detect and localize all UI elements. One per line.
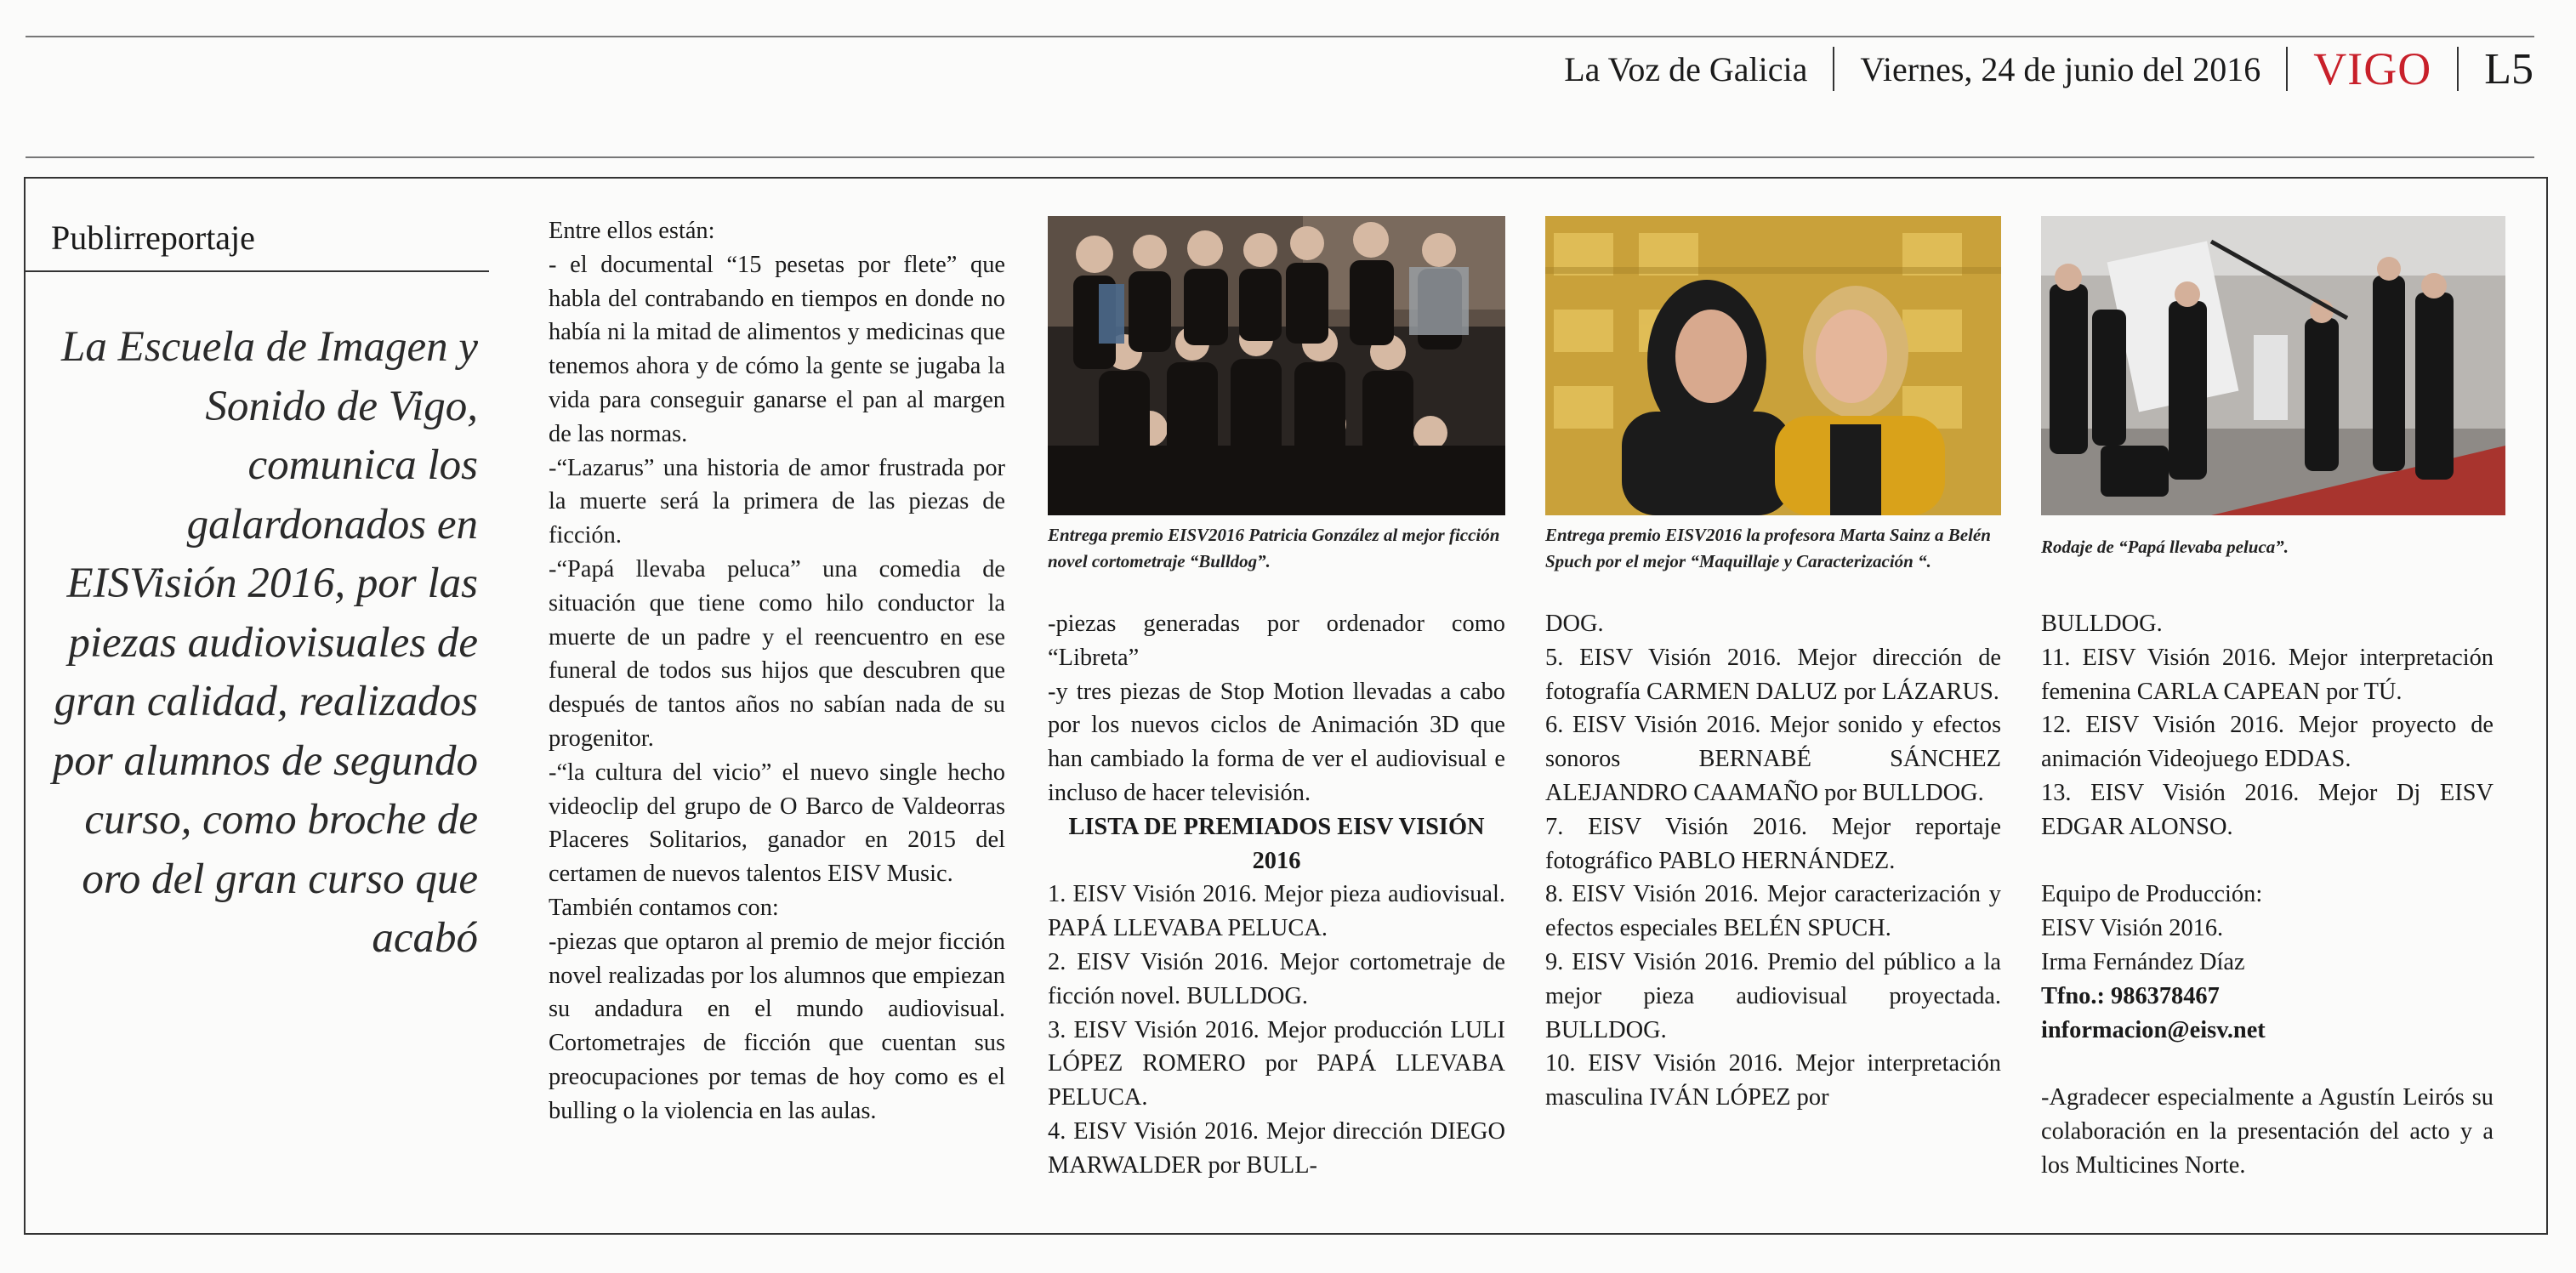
award-item: 10. EISV Visión 2016. Mejor interpretación masculina IVÁN LÓPEZ por	[1545, 1050, 2001, 1111]
spacer	[2041, 1047, 2494, 1081]
paragraph: -“Papá llevaba peluca” una comedia de situación que tiene como hilo conductor la muerte de un padre y el reencuentro en ese funeral de todos sus hijos que descubren que después de tantos años no sabían nada de su progenitor.	[549, 555, 1005, 752]
photo-caption: Entrega premio EISV2016 Patricia González al mejor ficción novel cortometraje “Bulldog”.	[1048, 525, 1500, 571]
production-title: Equipo de Producción:	[2041, 881, 2263, 908]
photo-makeup-award	[1545, 216, 2001, 515]
kicker: Publirreportaje	[51, 219, 255, 257]
award-item: 12. EISV Visión 2016. Mejor proyecto de animación Videojuego EDDAS.	[2041, 712, 2494, 773]
paragraph: - el documental “15 pesetas por flete” que habla del contrabando en tiempos en donde no había ni la mitad de alimentos y medicinas que tenemos ahora y de cómo la gente se jugaba la vida para conseguir ganarse el pan al margen de las normas.	[549, 251, 1005, 447]
production-phone	[2041, 980, 2494, 1014]
masthead-divider	[1833, 47, 1834, 91]
section-name: VIGO	[2313, 43, 2432, 94]
top-rule	[26, 36, 2534, 37]
award-item: 9. EISV Visión 2016. Premio del público a la mejor pieza audiovisual proyectada. BULLDOG.	[1545, 948, 2001, 1043]
masthead	[1564, 43, 2533, 95]
photo-caption: Rodaje de “Papá llevaba peluca”.	[2041, 537, 2289, 557]
award-item: 13. EISV Visión 2016. Mejor Dj EISV EDGAR ALONSO.	[2041, 779, 2494, 840]
masthead-divider	[2286, 47, 2288, 91]
lead-paragraph: La Escuela de Imagen y Sonido de Vigo, comunica los galardonados en EISVisión 2016, por las piezas audiovisuales de gran calidad, realizados por alumnos de segundo curso, como broche de oro del gran curso que acabó	[52, 323, 478, 962]
paragraph: Entre ellos están:	[549, 218, 715, 244]
paragraph: -“la cultura del vicio” el nuevo single hecho videoclip del grupo de O Barco de Valdeorras Placeres Solitarios, ganador en 2015 del certamen de nuevos talentos EISV Music.	[549, 759, 1005, 888]
paragraph: -“Lazarus” una historia de amor frustrada por la muerte será la primera de las piezas de ficción.	[549, 454, 1005, 549]
award-item: DOG.	[1545, 611, 1604, 637]
award-item: 11. EISV Visión 2016. Mejor interpretación femenina CARLA CAPEAN por TÚ.	[2041, 644, 2494, 705]
phone-number: 986378467	[2111, 982, 2220, 1009]
award-item: 1. EISV Visión 2016. Mejor pieza audiovisual. PAPÁ LLEVABA PELUCA.	[1048, 881, 1505, 942]
award-item: 5. EISV Visión 2016. Mejor dirección de fotografía CARMEN DALUZ por LÁZARUS.	[1545, 644, 2001, 705]
production-person: Irma Fernández Díaz	[2041, 948, 2245, 975]
award-item: BULLDOG.	[2041, 611, 2163, 637]
production-email	[2041, 1014, 2494, 1048]
paragraph: -y tres piezas de Stop Motion llevadas a cabo por los nuevos ciclos de Animación 3D que han cambiado la forma de ver el audiovisual e incluso de hacer televisión.	[1048, 678, 1505, 806]
text-column-3	[1545, 607, 2001, 1115]
photo-award-group	[1048, 216, 1505, 515]
award-item: 8. EISV Visión 2016. Mejor caracterización y efectos especiales BELÉN SPUCH.	[1545, 881, 2001, 942]
text-column-2	[1048, 607, 1505, 1183]
text-column-4	[2041, 607, 2494, 1183]
kicker-rule	[26, 270, 489, 272]
award-item: 6. EISV Visión 2016. Mejor sonido y efectos sonoros BERNABÉ SÁNCHEZ ALEJANDRO CAAMAÑO por BULLDOG.	[1545, 712, 2001, 806]
text-column-1	[549, 214, 1005, 1128]
masthead-divider	[2457, 47, 2459, 91]
photo-film-shoot	[2041, 216, 2505, 515]
thanks-paragraph: -Agradecer especialmente a Agustín Leirós su colaboración en la presentación del acto y a los Multicines Norte.	[2041, 1084, 2494, 1179]
issue-date: Viernes, 24 de junio del 2016	[1860, 49, 2261, 88]
production-org: EISV Visión 2016.	[2041, 915, 2224, 942]
award-item: 7. EISV Visión 2016. Mejor reportaje fotográfico PABLO HERNÁNDEZ.	[1545, 813, 2001, 874]
paragraph: -piezas que optaron al premio de mejor ficción novel realizadas por los alumnos que empiezan su andadura en el mundo audiovisual. Cortometrajes de ficción que cuentan sus preocupaciones por temas de hoy como es el bulling o la violencia en las aulas.	[549, 928, 1005, 1124]
phone-label: Tfno.:	[2041, 982, 2105, 1009]
masthead-bottom-rule	[26, 156, 2534, 158]
photo-caption: Entrega premio EISV2016 la profesora Marta Sainz a Belén Spuch por el mejor “Maquillaje y Caracterización “.	[1545, 525, 1991, 571]
paragraph: También contamos con:	[549, 894, 779, 921]
award-item: 2. EISV Visión 2016. Mejor cortometraje de ficción novel. BULLDOG.	[1048, 948, 1505, 1009]
award-item: 3. EISV Visión 2016. Mejor producción LULI LÓPEZ ROMERO por PAPÁ LLEVABA PELUCA.	[1048, 1016, 1505, 1111]
awards-list-title: LISTA DE PREMIADOS EISV VISIÓN 2016	[1068, 813, 1485, 874]
newspaper-name: La Voz de Galicia	[1564, 49, 1808, 88]
award-item: 4. EISV Visión 2016. Mejor dirección DIEGO MARWALDER por BULL-	[1048, 1117, 1505, 1179]
spacer	[2041, 844, 2494, 878]
page-number: L5	[2484, 44, 2533, 94]
paragraph: -piezas generadas por ordenador como “Libreta”	[1048, 611, 1505, 671]
email-address: informacion@eisv.net	[2041, 1016, 2266, 1043]
